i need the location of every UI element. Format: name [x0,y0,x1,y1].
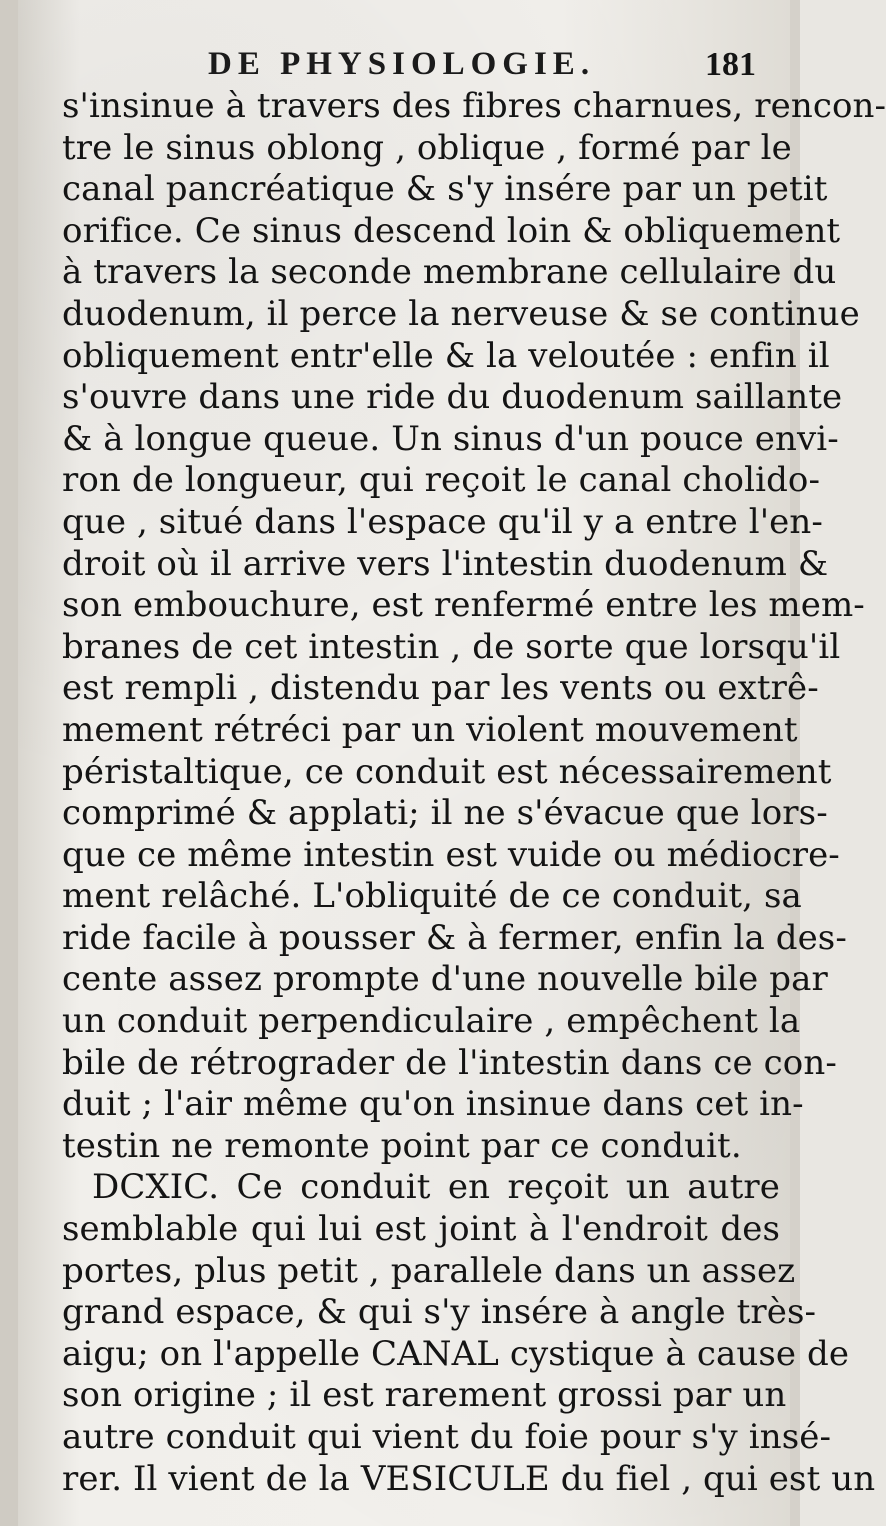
text-line: tre le sinus oblong , oblique , formé par le [62,127,792,168]
text-line: ron de longueur, qui reçoit le canal cholido- [62,460,821,501]
paragraph-end-line: testin ne remonte point par ce conduit. [62,1125,742,1166]
text-line: mement rétréci par un violent mouvement [62,709,798,750]
text-line: que ce même intestin est vuide ou médiocre- [62,834,840,875]
text-line: péristaltique, ce conduit est nécessairement [62,751,832,792]
text-line: ride facile à pousser & à fermer, enfin la des- [62,917,847,958]
page-number: 181 [705,46,756,83]
text-line: branes de cet intestin , de sorte que lorsqu'il [62,626,841,667]
text-line: cente assez prompte d'une nouvelle bile par [62,959,828,1000]
text-line: bile de rétrograder de l'intestin dans ce con- [62,1042,837,1083]
text-line: un conduit perpendiculaire , empêchent la [62,1001,801,1042]
text-line: rer. Il vient de la VESICULE du fiel , qui est un [62,1458,876,1499]
text-line: son embouchure, est renfermé entre les mem- [62,585,865,626]
text-line: que , situé dans l'espace qu'il y a entre l'en- [62,501,823,542]
text-line: à travers la seconde membrane cellulaire du [62,252,837,293]
text-line: aigu; on l'appelle CANAL cystique à cause de [62,1333,850,1374]
text-line: portes, plus petit , parallele dans un assez [62,1250,796,1291]
text-line: droit où il arrive vers l'intestin duodenum & [62,543,829,584]
text-line: s'ouvre dans une ride du duodenum saillante [62,377,843,418]
text-line: canal pancréatique & s'y insére par un petit [62,169,828,210]
text-line: obliquement entr'elle & la veloutée : enfin il [62,335,830,376]
text-line: semblable qui lui est joint à l'endroit des [62,1209,780,1250]
paragraph-start-line: DCXIC. Ce conduit en reçoit un autre [92,1167,780,1208]
text-line: & à longue queue. Un sinus d'un pouce envi- [62,418,839,459]
text-line: ment relâché. L'obliquité de ce conduit, sa [62,876,802,917]
text-line: duodenum, il perce la nerveuse & se continue [62,293,860,334]
text-line: autre conduit qui vient du foie pour s'y insé- [62,1417,832,1457]
text-line: comprimé & applati; il ne s'évacue que lors- [62,793,828,834]
text-line: s'insinue à travers des fibres charnues, rencon- [62,86,886,126]
body-text [62,86,886,1500]
text-line: duit ; l'air même qu'on insinue dans cet in- [62,1084,804,1125]
text-line: grand espace, & qui s'y insére à angle très- [62,1292,817,1333]
running-title: DE PHYSIOLOGIE. [208,46,596,82]
text-line: est rempli , distendu par les vents ou extrê- [62,668,819,709]
text-line: son origine ; il est rarement grossi par un [62,1375,787,1416]
text-line: orifice. Ce sinus descend loin & obliquement [62,210,841,251]
